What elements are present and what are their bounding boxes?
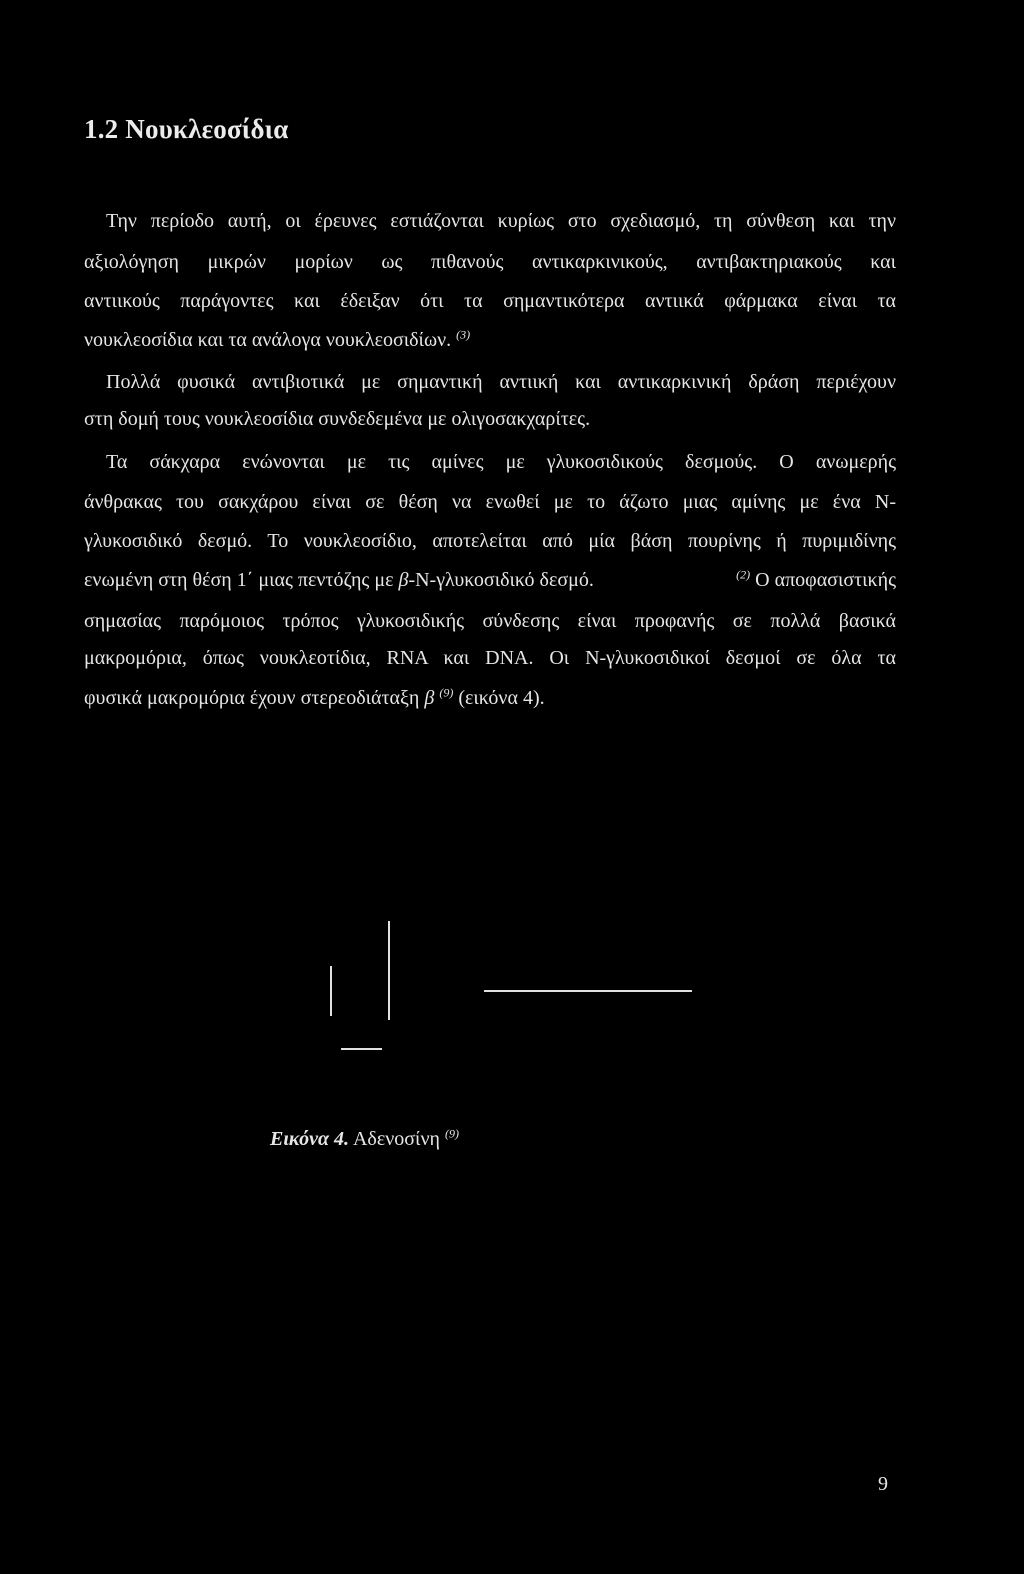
text-span: -Ν-γλυκοσιδικό δεσμό.: [408, 569, 594, 591]
beta-symbol: β: [398, 569, 409, 591]
text-line: Την περίοδο αυτή, οι έρευνες εστιάζονται κυρίως στο σχεδιασμό, τη σύνθεση και την: [106, 210, 896, 232]
text-span: νουκλεοσίδια και τα ανάλογα νουκλεοσιδίων.: [84, 329, 452, 351]
section-heading: 1.2 Νουκλεοσίδια: [84, 114, 289, 144]
reference-marker: (9): [444, 1126, 459, 1141]
text-line: Πολλά φυσικά αντιβιοτικά με σημαντική αντιική και αντικαρκινική δράση περιέχουν: [106, 371, 896, 393]
text-line: σημασίας παρόμοιος τρόπος γλυκοσιδικής σύνδεσης είναι προφανής σε πολλά βασικά: [84, 610, 896, 632]
text-span: [736, 565, 896, 595]
figure-caption-text: Αδενοσίνη: [352, 1128, 440, 1150]
text-line: μακρομόρια, όπως νουκλεοτίδια, RNA και DNA. Οι Ν-γλυκοσιδικοί δεσμοί σε όλα τα: [84, 647, 896, 669]
text-line: Τα σάκχαρα ενώνονται με τις αμίνες με γλυκοσιδικούς δεσμούς. Ο ανωμερής: [106, 451, 896, 473]
text-line: αντιικούς παράγοντες και έδειξαν ότι τα σημαντικότερα αντιικά φάρμακα είναι τα: [84, 290, 896, 312]
text-span: ενωμένη στη θέση 1΄ μιας πεντόζης με: [84, 569, 399, 591]
text-span: [84, 565, 594, 595]
figure-caption: [270, 1128, 459, 1151]
figure-label: Εικόνα 4.: [270, 1128, 350, 1150]
text-line: [84, 325, 896, 355]
reference-marker: (3): [456, 327, 471, 342]
text-line: στη δομή τους νουκλεοσίδια συνδεδεμένα με ολιγοσακχαρίτες.: [84, 408, 591, 430]
reference-marker: (9): [439, 685, 454, 700]
text-span: φυσικά μακρομόρια έχουν στερεοδιάταξη: [84, 687, 425, 709]
reference-marker: (2): [736, 567, 751, 582]
page-number: 9: [878, 1473, 888, 1495]
text-line: αξιολόγηση μικρών μορίων ως πιθανούς αντικαρκινικούς, αντιβακτηριακούς και: [84, 251, 896, 273]
text-line: [84, 683, 896, 713]
text-line: άνθρακας του σακχάρου είναι σε θέση να ενωθεί με το άζωτο μιας αμίνης με ένα Ν-: [84, 491, 896, 513]
text-span: (εικόνα 4).: [458, 687, 545, 709]
text-line: [84, 565, 896, 595]
beta-symbol: β: [424, 687, 435, 709]
text-span: Ο αποφασιστικής: [755, 569, 896, 591]
text-line: γλυκοσιδικό δεσμό. Το νουκλεοσίδιο, αποτελείται από μία βάση πουρίνης ή πυριμιδίνης: [84, 530, 896, 552]
